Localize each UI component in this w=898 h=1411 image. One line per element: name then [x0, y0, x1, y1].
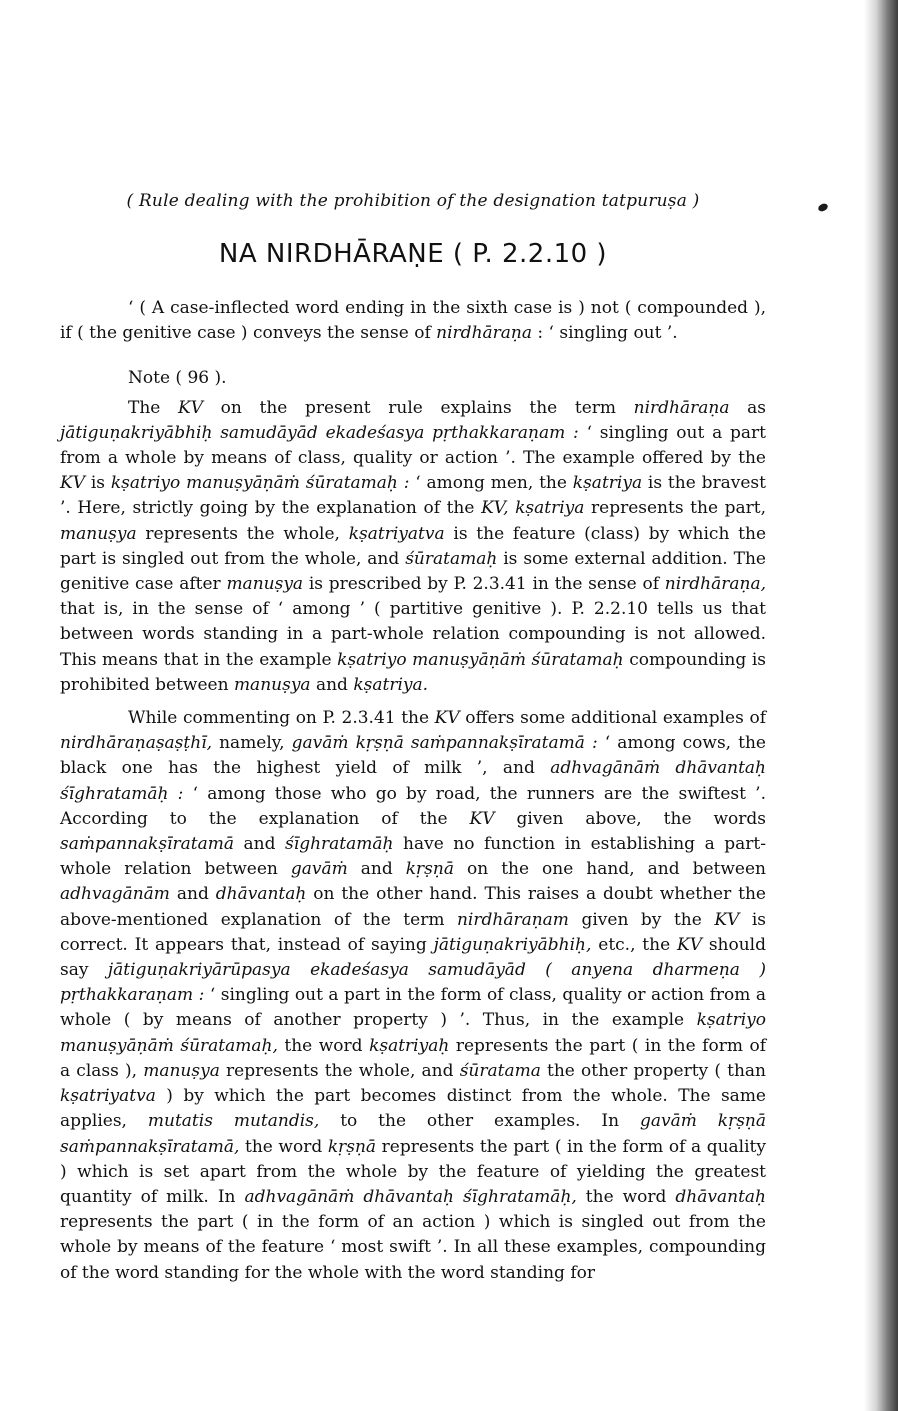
text-run: and	[310, 674, 354, 695]
italic-term: dhāvantaḥ	[675, 1186, 766, 1207]
text-run: ) by which the part becomes distinct from the whole. The same applies,	[60, 1086, 766, 1132]
page-content	[60, 188, 766, 1294]
italic-term: manuṣya	[143, 1060, 220, 1081]
italic-term: manuṣya	[60, 523, 137, 544]
italic-term: śūratamaḥ	[405, 548, 498, 569]
italic-term: nirdhāraṇa	[436, 323, 532, 344]
text-run: given above, the words	[494, 808, 767, 829]
text-run: to the other examples. In	[319, 1111, 640, 1132]
text-run: as	[729, 397, 766, 418]
text-run: etc., the	[591, 934, 677, 955]
text-run: ‘ among those who go by road, the runners are the swiftest ’. According to the explanation of the	[60, 783, 766, 829]
italic-term: jātiguṇakriyārūpasya ekadeśasya samudāyād ( anyena dharmeṇa ) pṛthakkaraṇam :	[60, 960, 766, 1006]
italic-term: nirdhāraṇa,	[664, 574, 766, 595]
text-run: and	[233, 834, 286, 855]
text-run: ‘ among cows, the black one has the highest yield of milk ’, and	[60, 733, 766, 779]
text-run: given by the	[568, 909, 715, 930]
italic-term: adhvagānām	[60, 884, 170, 905]
italic-term: nirdhāraṇam	[456, 909, 569, 930]
text-run: and	[169, 884, 216, 905]
italic-term: gavāṁ kṛṣṇā saṁpannakṣīratamā :	[291, 733, 598, 754]
paragraph-1	[60, 396, 766, 698]
text-run: offers some additional examples of	[459, 708, 766, 729]
italic-term: dhāvantaḥ	[215, 884, 307, 905]
italic-term: gavāṁ kṛṣṇā saṁpannakṣīratamā,	[60, 1111, 766, 1157]
text-run: ‘ ( A case-inflected word ending in the sixth case is ) not ( compounded ), if ( the genitive case ) conveys the sense of	[60, 298, 766, 344]
italic-term: nirdhāraṇaṣaṣṭhī,	[60, 733, 213, 754]
italic-term: adhvagānāṁ dhāvantaḥ śīghratamāḥ,	[244, 1186, 577, 1207]
italic-term: manuṣya	[226, 574, 304, 595]
text-run: : ‘ singling out ’.	[532, 323, 678, 344]
italic-term: śīghratamāḥ	[285, 834, 394, 855]
italic-term: KV	[178, 397, 203, 418]
text-run: ‘ singling out a part in the form of class, quality or action from a whole ( by means of another property ) ’. Thus, in the example	[60, 985, 766, 1031]
italic-term: kṣatriyo manuṣyāṇāṁ śūratamaḥ	[337, 649, 624, 670]
italic-term: nirdhāraṇa	[633, 397, 730, 418]
text-run: ‘ singling out a part from a whole by means of class, quality or action ’. The example offered by the	[60, 422, 766, 469]
text-run: namely,	[212, 733, 292, 754]
italic-term: manuṣya	[233, 674, 311, 695]
text-run: is the bravest ’. Here, strictly going by the explanation of the	[60, 473, 766, 519]
text-run: have no function in establishing a part-whole relation between	[60, 834, 766, 880]
text-run: represents the part,	[584, 498, 767, 519]
italic-term: jātiguṇakriyābhiḥ samudāyād ekadeśasya pṛthakkaraṇam :	[60, 422, 579, 443]
italic-term: KV, kṣatriya	[481, 498, 585, 519]
text-run: is correct. It appears that, instead of saying	[60, 909, 766, 955]
text-run: is some external addition. The genitive case after	[60, 548, 766, 595]
text-run: is	[84, 473, 111, 494]
text-run: the word	[576, 1186, 676, 1207]
italic-term: KV	[60, 473, 85, 494]
italic-term: mutatis mutandis,	[147, 1111, 320, 1132]
text-run: represents the part ( in the form of a class ),	[60, 1035, 766, 1081]
italic-term: gavāṁ	[290, 859, 348, 880]
italic-term: kṛṣṇā	[327, 1136, 377, 1157]
text-run: compounding is prohibited between	[60, 649, 766, 695]
text-run: While commenting on P. 2.3.41 the	[128, 708, 435, 729]
italic-term: kṣatriyaḥ	[369, 1035, 450, 1056]
rule-title: NA NIRDHĀRAṆE ( P. 2.2.10 )	[218, 239, 608, 269]
rule-translation	[60, 296, 766, 346]
italic-term: kṣatriya.	[353, 674, 429, 695]
text-run: the word	[239, 1136, 328, 1157]
italic-term: śūratama	[459, 1060, 541, 1081]
italic-term: KV	[714, 909, 740, 930]
italic-term: saṁpannakṣīratamā	[60, 834, 234, 855]
text-run: is prescribed by P. 2.3.41 in the sense of	[303, 574, 665, 595]
ink-speck	[817, 202, 829, 213]
text-run: and	[347, 859, 406, 880]
text-run: on the other hand. This raises a doubt whether the above-mentioned explanation of the term	[60, 884, 766, 930]
text-run: that is, in the sense of ‘ among ’ ( partitive genitive ). P. 2.2.10 tells us that between words standing in a part-whole relation compounding is not allowed. This means that in the example	[60, 599, 766, 670]
italic-term: kṣatriyatva	[60, 1086, 156, 1107]
text-run: ‘ among men, the	[409, 473, 573, 494]
italic-term: kṣatriyo manuṣyāṇāṁ śūratamaḥ :	[110, 473, 410, 494]
text-run: the word	[277, 1035, 370, 1056]
text-run: the other property ( than	[540, 1060, 766, 1081]
text-run: should say	[60, 934, 766, 981]
scan-edge-shadow	[864, 0, 898, 1411]
rule-caption: ( Rule dealing with the prohibition of the designation tatpuruṣa )	[126, 191, 700, 211]
text-run: represents the whole,	[136, 523, 349, 544]
italic-term: adhvagānāṁ dhāvantaḥ śīghratamāḥ :	[60, 758, 767, 804]
text-run: on the present rule explains the term	[203, 397, 634, 418]
paragraph-2	[60, 706, 766, 1286]
text-run: represents the part ( in the form of a quality ) which is set apart from the whole by the feature of yielding the greatest quantity of milk. In	[60, 1136, 766, 1207]
text-run: is the feature (class) by which the part is singled out from the whole, and	[60, 523, 766, 569]
text-run: The	[128, 397, 179, 418]
text-run: on the one hand, and between	[454, 859, 766, 880]
text-run: represents the part ( in the form of an action ) which is singled out from the whole by means of the feature ‘ most swift ’. In all these examples, compounding of the word standing for the whole with the word standing for	[60, 1212, 766, 1283]
italic-term: KV	[469, 808, 495, 829]
italic-term: jātiguṇakriyābhiḥ,	[433, 934, 592, 955]
text-run: represents the whole, and	[219, 1060, 460, 1081]
italic-term: KV	[434, 708, 460, 729]
italic-term: kṣatriyo manuṣyāṇāṁ śūratamaḥ,	[60, 1010, 766, 1056]
italic-term: kṛṣṇā	[405, 859, 454, 880]
italic-term: kṣatriyatva	[348, 523, 445, 544]
italic-term: KV	[677, 934, 702, 955]
note-label: Note ( 96 ).	[128, 368, 227, 389]
italic-term: kṣatriya	[572, 473, 643, 494]
